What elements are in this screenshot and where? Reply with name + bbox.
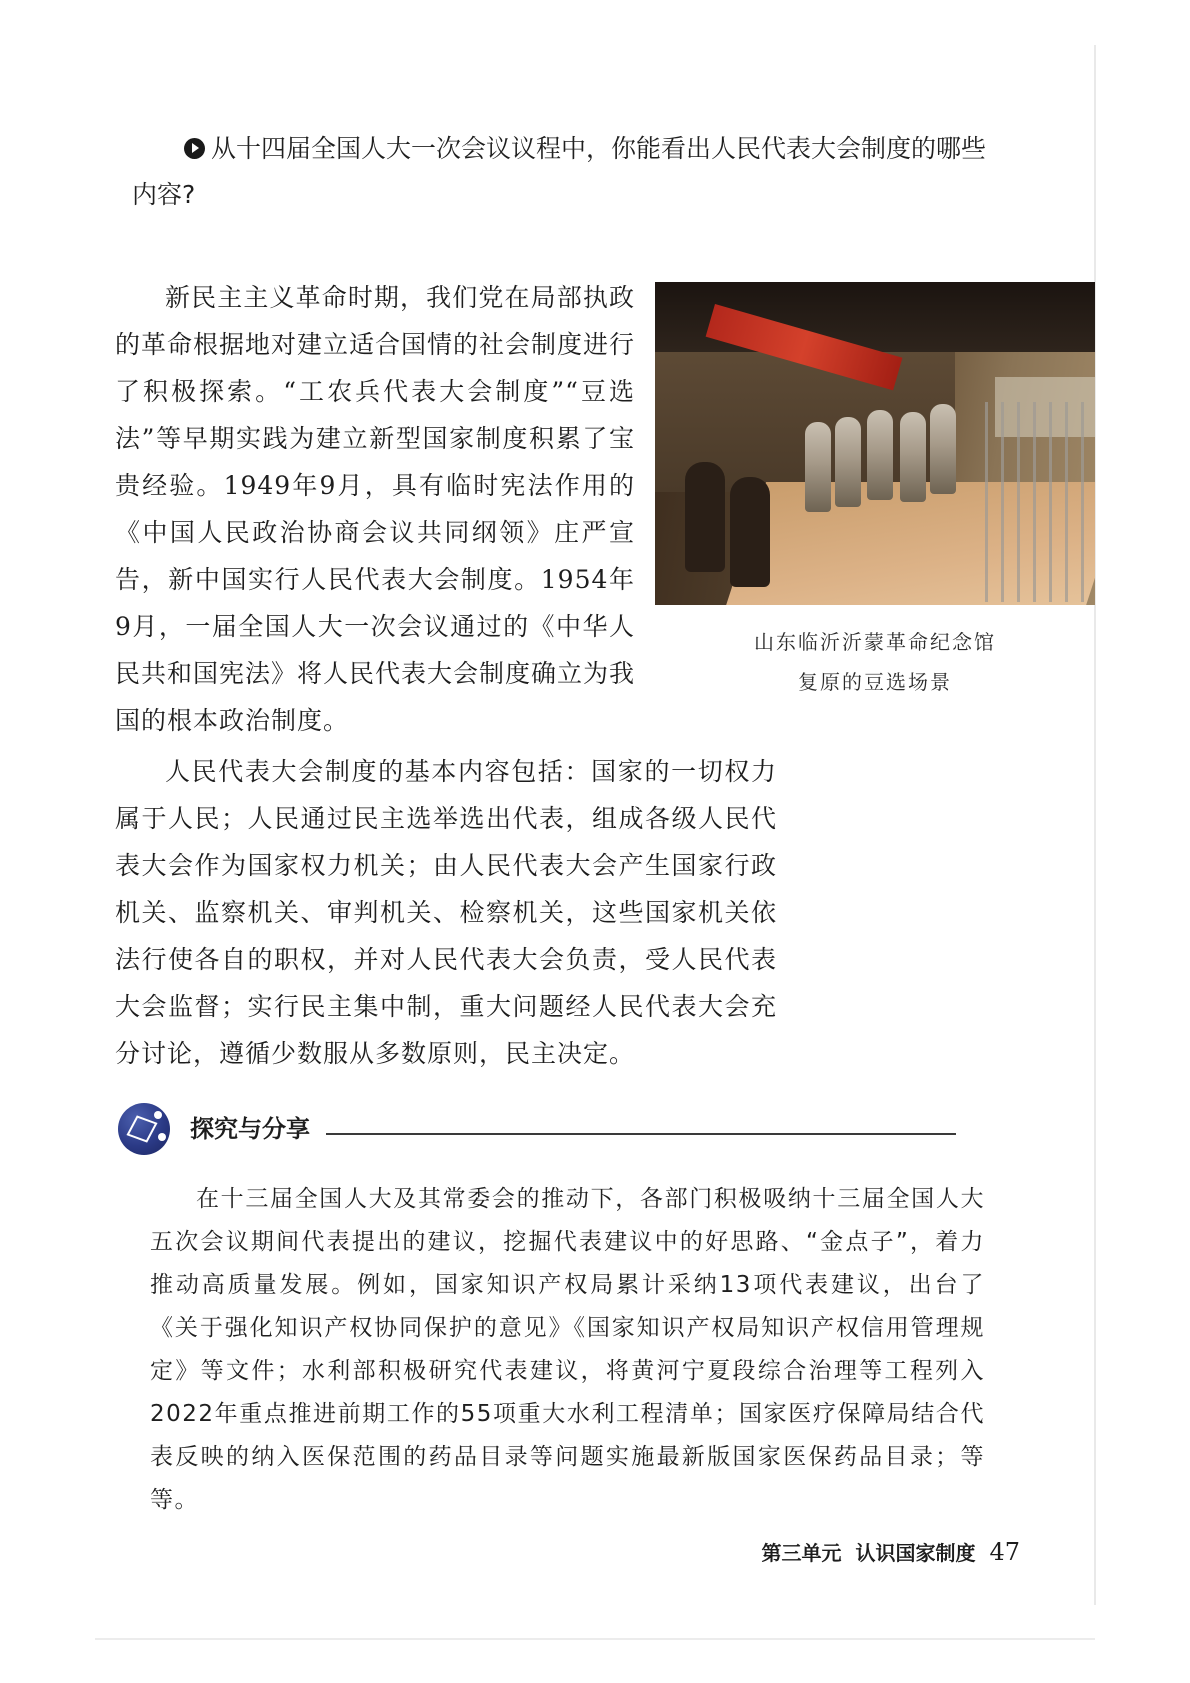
page-edge (95, 1638, 1095, 1640)
caption-line: 山东临沂沂蒙革命纪念馆 (754, 630, 996, 654)
unit-title: 认识国家制度 (855, 1541, 976, 1565)
unit-label: 第三单元 (761, 1541, 842, 1565)
page-number: 47 (989, 1538, 1020, 1566)
page-edge (1094, 45, 1096, 1605)
photo-figure (835, 417, 861, 507)
body-paragraph: 人民代表大会制度的基本内容包括：国家的一切权力属于人民；人民通过民主选举选出代表，组成各级人民代表大会作为国家权力机关；由人民代表大会产生国家行政机关、监察机关、审判机关、检察机关，这些国家机关依法行使各自的职权，并对人民代表大会负责，受人民代表大会监督；实行民主集中制，重大问题经人民代表大会充分讨论，遵循少数服从多数原则，民主决定。 (115, 757, 777, 1068)
photo-figure (900, 412, 926, 502)
caption-line: 复原的豆选场景 (798, 670, 952, 694)
photo-caption (655, 622, 1095, 702)
section-title: 探究与分享 (190, 1115, 310, 1143)
body-paragraph: 新民主主义革命时期，我们党在局部执政的革命根据地对建立适合国情的社会制度进行了积极探索。“工农兵代表大会制度”“豆选法”等早期实践为建立新型国家制度积累了宝贵经验。1949年9月，具有临时宪法作用的《中国人民政治协商会议共同纲领》庄严宣告，新中国实行人民代表大会制度。1954年9月，一届全国人大一次会议通过的《中华人民共和国宪法》将人民代表大会制度确立为我国的根本政治制度。 (115, 283, 636, 735)
discussion-prompt (132, 126, 992, 218)
photo-figure (867, 410, 893, 500)
explore-cube-icon-dot (154, 1111, 162, 1119)
section-divider (326, 1133, 956, 1135)
explore-share-text: 在十三届全国人大及其常委会的推动下，各部门积极吸纳十三届全国人大五次会议期间代表提出的建议，挖掘代表建议中的好思路、“金点子”，着力推动高质量发展。例如，国家知识产权局累计采纳13项代表建议，出台了《关于强化知识产权协同保护的意见》《国家知识产权局知识产权信用管理规定》等文件；水利部积极研究代表建议，将黄河宁夏段综合治理等工程列入2022年重点推进前期工作的55项重大水利工程清单；国家医疗保障局结合代表反映的纳入医保范围的药品目录等问题实施最新版国家医保药品目录；等等。 (150, 1186, 985, 1513)
prompt-text: 从十四届全国人大一次会议议程中，你能看出人民代表大会制度的哪些内容? (132, 134, 987, 209)
explore-share-header (118, 1103, 968, 1159)
photo-figure (805, 422, 831, 512)
page-footer (720, 1537, 1020, 1569)
photo-figure (730, 477, 770, 587)
photo-railing (985, 402, 1095, 602)
photo-figure (685, 462, 725, 572)
explore-cube-icon (118, 1103, 170, 1155)
museum-photo (655, 282, 1095, 605)
photo-figure (930, 404, 956, 494)
play-arrow-icon (184, 138, 205, 159)
explore-cube-icon-dot (158, 1133, 166, 1141)
